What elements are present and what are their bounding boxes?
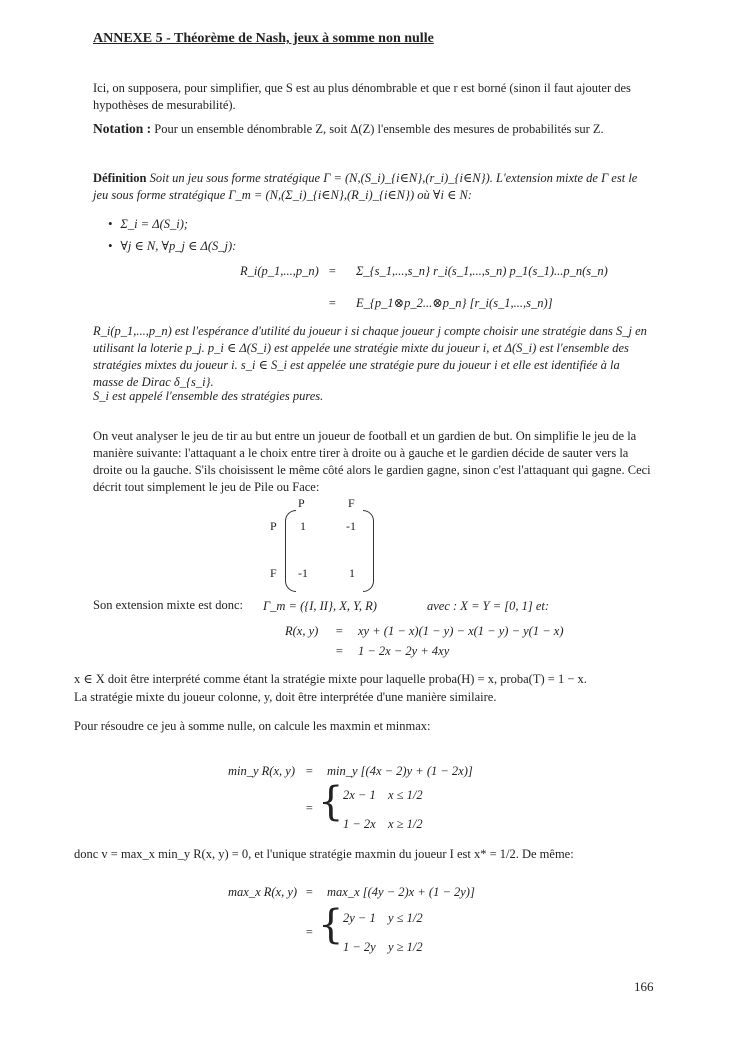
- matrix-cell: 1: [300, 519, 306, 533]
- max-lhs: max_x R(x, y): [228, 885, 298, 899]
- definition-bullet-2: • ∀j ∈ N, ∀p_j ∈ Δ(S_j):: [108, 238, 236, 254]
- extension-formula: Γ_m = ({I, II}, X, Y, R): [263, 599, 377, 613]
- matrix-cell: -1: [346, 519, 356, 533]
- min-brace: {: [318, 779, 344, 825]
- page-number: 166: [634, 979, 654, 994]
- matrix-col-label: F: [348, 496, 355, 510]
- min-case-2: 1 − 2x: [343, 817, 376, 831]
- R-rhs-1: xy + (1 − x)(1 − y) − x(1 − y) − y(1 − x): [358, 624, 564, 638]
- max-rhs: max_x [(4y − 2)x + (1 − 2y)]: [327, 885, 475, 899]
- max-cond-2: y ≥ 1/2: [388, 940, 423, 954]
- interpretation-2: La stratégie mixte du joueur colonne, y, doit être interprétée d'une manière similaire.: [74, 690, 497, 704]
- min-cond-2: x ≥ 1/2: [388, 817, 423, 831]
- R-rel-1: =: [335, 624, 344, 638]
- notation-text: Pour un ensemble dénombrable Z, soit Δ(Z) l'ensemble des mesures de probabilités sur Z.: [154, 122, 604, 136]
- max-cond-1: y ≤ 1/2: [388, 911, 423, 925]
- definition-paragraph: [93, 170, 653, 204]
- interpretation-1: x ∈ X doit être interprété comme étant la stratégie mixte pour laquelle proba(H) = x, proba(T) = 1 − x.: [74, 672, 587, 686]
- extension-avec: avec : X = Y = [0, 1] et:: [427, 599, 550, 613]
- matrix-right-paren: [363, 510, 374, 592]
- resolve-sentence: Pour résoudre ce jeu à somme nulle, on calcule les maxmin et minmax:: [74, 719, 431, 733]
- eq1-rel: =: [328, 264, 337, 278]
- max-brace: {: [318, 902, 344, 948]
- eq1-rhs: Σ_{s_1,...,s_n} r_i(s_1,...,s_n) p_1(s_1)...p_n(s_n): [356, 264, 608, 278]
- R-rel-2: =: [335, 644, 344, 658]
- min-lhs: min_y R(x, y): [228, 764, 295, 778]
- min-rel-2: =: [305, 801, 314, 815]
- max-rel-2: =: [305, 925, 314, 939]
- min-rhs: min_y [(4x − 2)y + (1 − 2x)]: [327, 764, 473, 778]
- notation-paragraph: [93, 120, 653, 138]
- definition-text: Soit un jeu sous forme stratégique Γ = (N,(S_i)_{i∈N},(r_i)_{i∈N}). L'extension mixte de Γ est le jeu sous forme stratégique Γ_m = (N,(Σ_i)_{i∈N},(R_i)_{i∈N}) où ∀i ∈ N:: [93, 171, 638, 202]
- eq1-lhs: R_i(p_1,...,p_n): [240, 264, 319, 278]
- min-rel-1: =: [305, 764, 314, 778]
- matrix-row-label: P: [270, 519, 277, 533]
- matrix-left-paren: [285, 510, 296, 592]
- donc-sentence: donc v = max_x min_y R(x, y) = 0, et l'unique stratégie maxmin du joueur I est x* = 1/2. De même:: [74, 847, 574, 861]
- eq2-rel: =: [328, 296, 337, 310]
- page-title: ANNEXE 5 - Théorème de Nash, jeux à somme non nulle: [93, 31, 434, 46]
- R-lhs: R(x, y): [285, 624, 319, 638]
- example-paragraph: On veut analyser le jeu de tir au but entre un joueur de football et un gardien de but. On simplifie le jeu de la manière suivante: l'attaquant a le choix entre tirer à droite ou à gauche et le gardien décide de sauter vers la droite ou la gauche. S'ils choisissent le même côté alors le gardien gagne, sinon c'est l'attaquant qui gagne. Ceci décrit tout simplement le jeu de Pile ou Face:: [93, 429, 651, 494]
- eq2-rhs: E_{p_1⊗p_2...⊗p_n} [r_i(s_1,...,s_n)]: [356, 296, 553, 310]
- matrix-cell: 1: [349, 566, 355, 580]
- extension-label: Son extension mixte est donc:: [93, 598, 243, 612]
- definition-remark-2: S_i est appelé l'ensemble des stratégies pures.: [93, 389, 324, 403]
- definition-bullet-1: • Σ_i = Δ(S_i);: [108, 216, 188, 232]
- max-case-1: 2y − 1: [343, 911, 376, 925]
- definition-label: Définition: [93, 171, 147, 185]
- max-rel-1: =: [305, 885, 314, 899]
- max-case-2: 1 − 2y: [343, 940, 376, 954]
- min-cond-1: x ≤ 1/2: [388, 788, 423, 802]
- definition-remark: R_i(p_1,...,p_n) est l'espérance d'utilité du joueur i si chaque joueur j compte choisir une stratégie dans S_j en utilisant la loterie p_j. p_i ∈ Δ(S_i) est appelée une stratégie mixte du joueur i, et Δ(S_i) est l'ensemble des stratégies mixtes du joueur i. s_i ∈ S_i est appelée une stratégie pure du joueur i et elle est identifiée à la masse de Dirac δ_{s_i}.: [93, 324, 647, 389]
- notation-label: Notation :: [93, 121, 152, 136]
- intro-paragraph: Ici, on supposera, pour simplifier, que S est au plus dénombrable et que r est borné (sinon il faut ajouter des hypothèses de mesurabilité).: [93, 81, 631, 112]
- min-case-1: 2x − 1: [343, 788, 376, 802]
- matrix-col-label: P: [298, 496, 305, 510]
- R-rhs-2: 1 − 2x − 2y + 4xy: [358, 644, 450, 658]
- matrix-cell: -1: [298, 566, 308, 580]
- matrix-row-label: F: [270, 566, 277, 580]
